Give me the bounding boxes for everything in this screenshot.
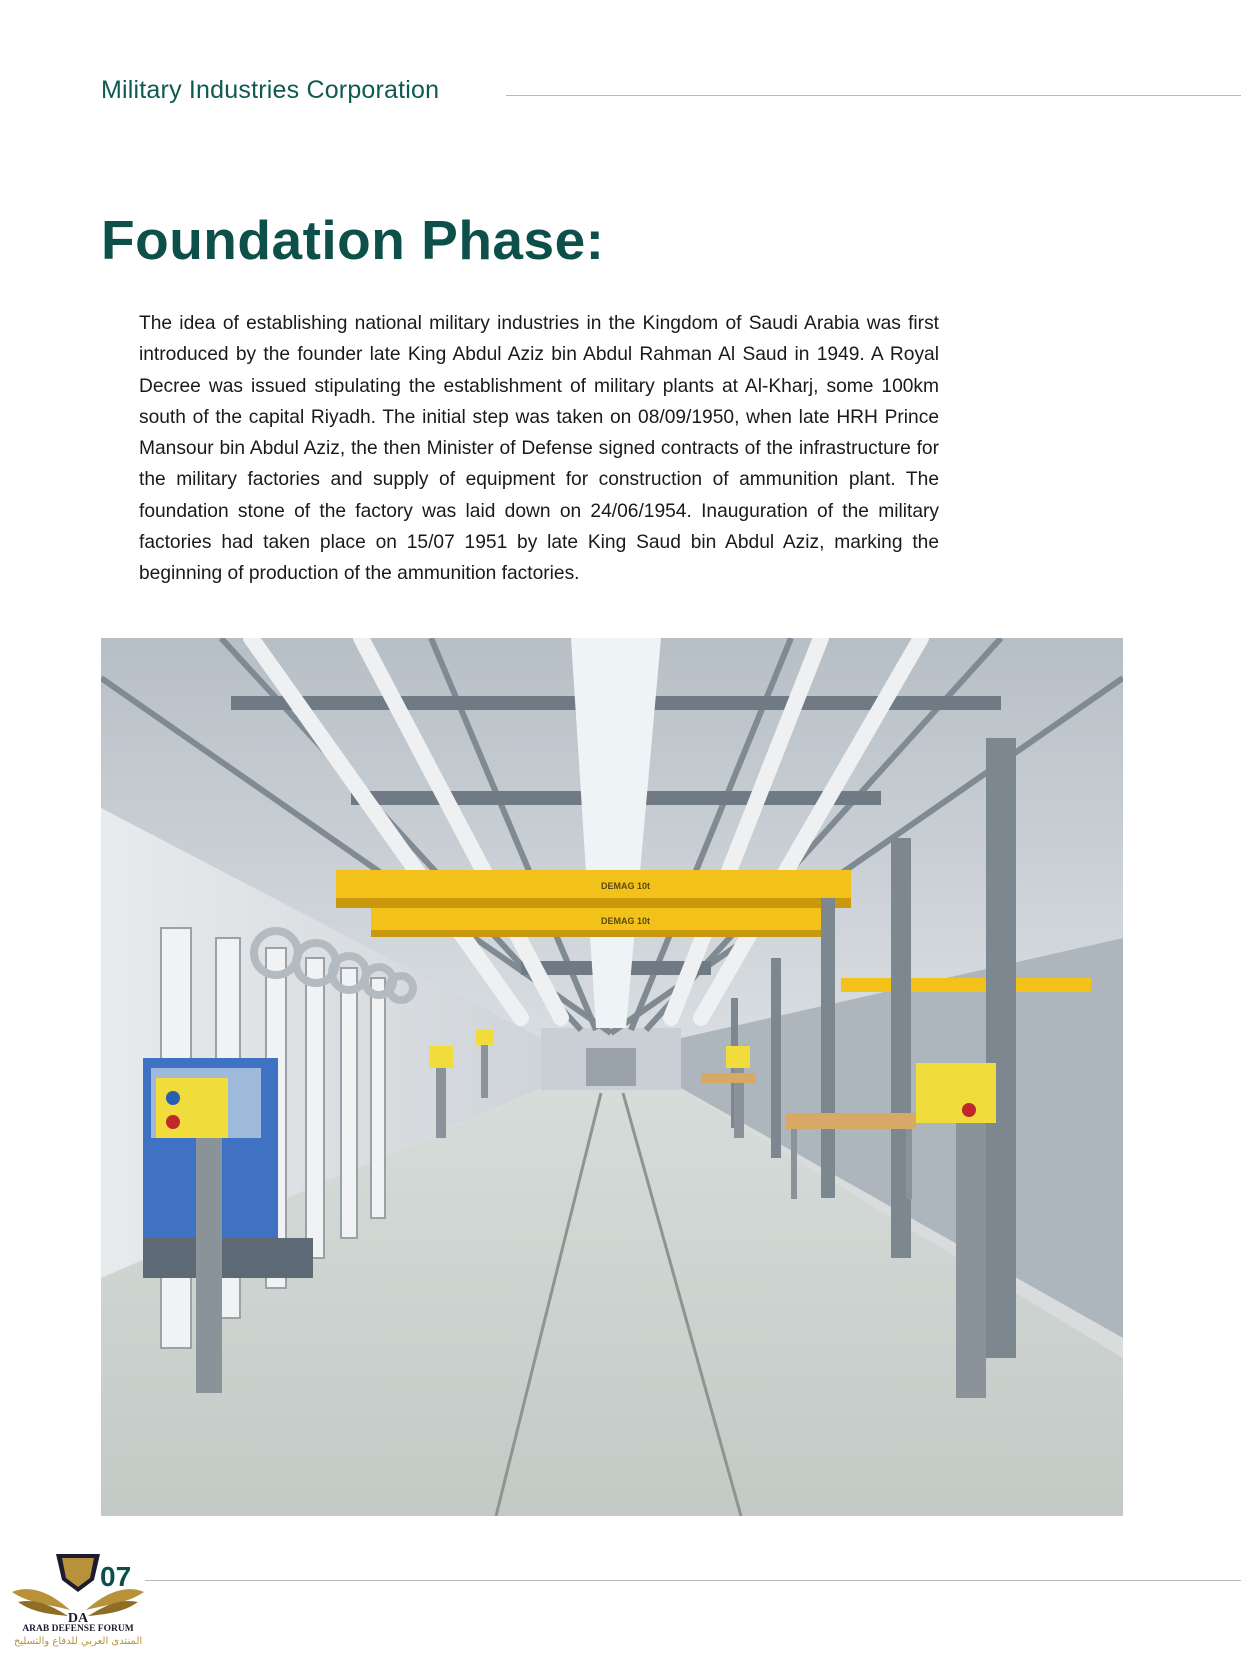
- body-paragraph: The idea of establishing national military industries in the Kingdom of Saudi Arabia was first introduced by the founder late King Abdul Aziz bin Abdul Rahman Al Saud in 1949. A Royal Decree was issued stipulating the establishment of military plants at Al-Kharj, some 100km south of the capital Riyadh. The initial step was taken on 08/09/1950, when late HRH Prince Mansour bin Abdul Aziz, the then Minister of Defense signed contracts of the infrastructure for the military factories and supply of equipment for construction of ammunition plant. The foundation stone of the factory was laid down on 24/06/1954. Inauguration of the military factories had taken place on 15/07 1951 by late King Saud bin Abdul Aziz, marking the beginning of production of the ammunition factories.: [139, 313, 939, 585]
- watermark-english: ARAB DEFENSE FORUM: [22, 1624, 134, 1634]
- crane-label-1: DEMAG 10t: [601, 881, 651, 891]
- watermark-arabic: المنتدى العربي للدفاع والتسليح: [13, 1636, 143, 1647]
- footer-rule: [145, 1580, 1241, 1581]
- factory-photo: [101, 638, 1123, 1516]
- arab-defense-forum-watermark: [8, 1548, 148, 1652]
- page-number: 07: [100, 1561, 132, 1592]
- header-title: Military Industries Corporation: [101, 76, 440, 104]
- page-title: Foundation Phase:: [101, 209, 605, 271]
- forum-logo-icon: [8, 1548, 148, 1628]
- header-rule: [506, 95, 1241, 96]
- crane-label-2: DEMAG 10t: [601, 916, 651, 926]
- watermark-initials: DA: [67, 1611, 89, 1626]
